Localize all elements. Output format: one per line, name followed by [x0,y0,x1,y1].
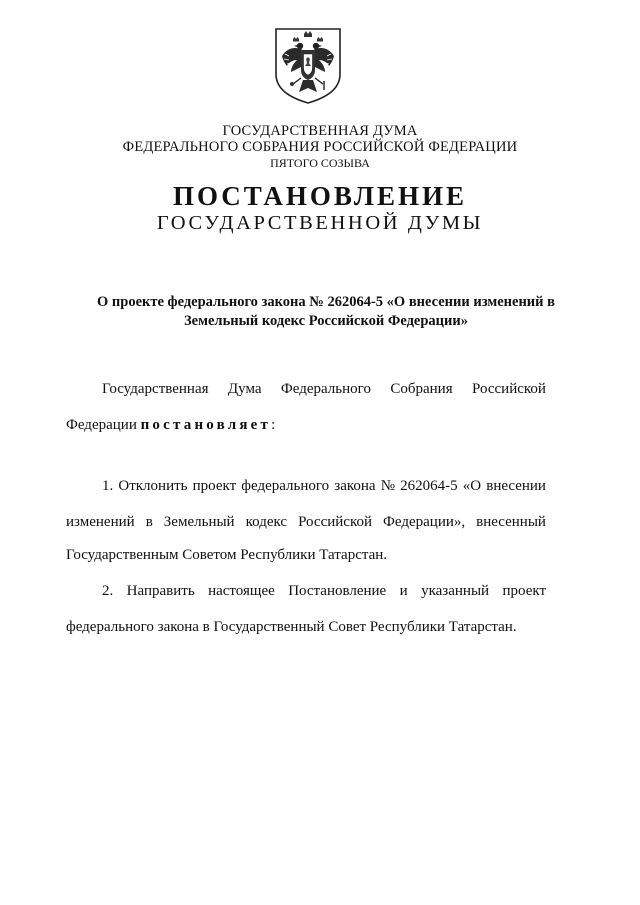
preamble-word: Федерального [280,381,371,397]
item2-word: проект [502,583,546,599]
item2-word: указанный [421,583,490,599]
item1-word: № [380,478,396,494]
item1-line3: Государственным Советом Республики Татарстан. [66,547,388,563]
item1-word: внесенный [476,514,546,530]
item1-word: «О [462,478,482,494]
convocation-line: ПЯТОГО СОЗЫВА [270,156,370,170]
item1-word: проект [192,478,237,494]
item2-word: Постановление [288,583,387,599]
org-name-line2: ФЕДЕРАЛЬНОГО СОБРАНИЯ РОССИЙСКОЙ ФЕДЕРАЦИИ [122,139,518,155]
item2-word: Направить [126,583,195,599]
item1-word: Земельный [163,514,235,530]
org-name-line1: ГОСУДАРСТВЕННАЯ ДУМА [222,123,418,139]
item1-word: Российской [298,514,373,530]
item1-word: Федерации», [383,514,466,530]
item1-word: изменений [66,514,135,530]
item1-word: федерального [241,478,330,494]
preamble-word: Государственная [102,381,209,397]
subject-line1: О проекте федерального закона № 262064-5 «О внесении изменений в [97,294,555,310]
preamble-prefix: Федерации [66,417,137,433]
item1-word: 1. [102,478,114,494]
item2-line1 [66,582,546,600]
item1-word: в [145,514,153,530]
preamble-word: Собрания [390,381,453,397]
item1-word: закона [334,478,376,494]
item1-word: внесении [486,478,546,494]
item1-word: Отклонить [118,478,188,494]
document-title: ПОСТАНОВЛЕНИЕ [172,181,468,211]
item2-line2: федерального закона в Государственный Совет Республики Татарстан. [66,619,517,635]
item2-word: и [399,583,408,599]
item1-line1 [66,477,546,495]
preamble-word: Российской [472,381,546,397]
item1-line2 [66,513,546,531]
subject-line2: Земельный кодекс Российской Федерации» [184,313,468,329]
item1-word: 262064-5 [400,478,458,494]
preamble-word: Дума [227,381,262,397]
document-subtitle: ГОСУДАРСТВЕННОЙ ДУМЫ [156,212,484,234]
item2-word: настоящее [208,583,275,599]
decree-verb: постановляет [140,417,272,433]
preamble-line1 [66,380,546,398]
preamble-line2 [66,416,546,434]
item1-word: кодекс [245,514,288,530]
preamble-colon: : [271,417,276,433]
coat-of-arms-emblem [273,26,343,106]
item2-word: 2. [102,583,114,599]
